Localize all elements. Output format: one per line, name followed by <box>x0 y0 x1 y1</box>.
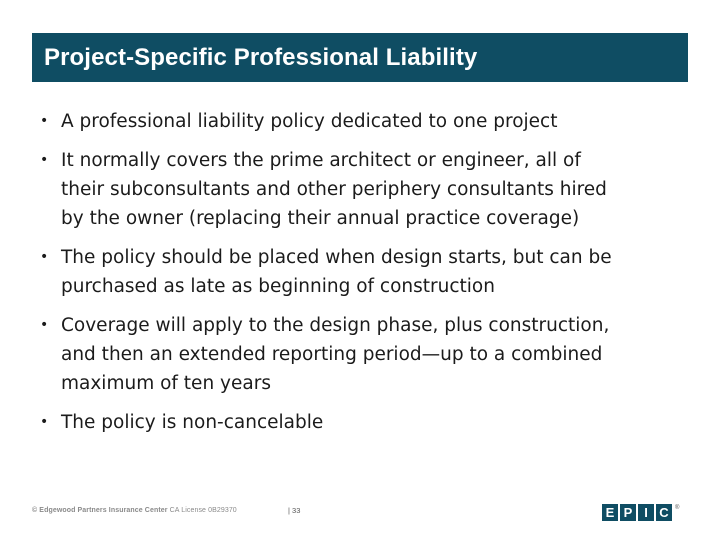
bullet-dot: • <box>40 317 49 333</box>
registered-mark: ® <box>675 505 680 511</box>
logo-letter-p: P <box>620 504 636 521</box>
bullet-line: The policy is non-cancelable <box>61 412 324 433</box>
footer-company: © Edgewood Partners Insurance Center <box>32 507 168 514</box>
bullet-line: Coverage will apply to the design phase, plus construction, <box>61 315 610 336</box>
bullet-item <box>40 243 670 301</box>
bullet-dot: • <box>40 414 49 430</box>
bullet-item <box>40 146 670 233</box>
bullet-dot: • <box>40 152 49 168</box>
bullet-dot: • <box>40 249 49 265</box>
bullet-line: A professional liability policy dedicated to one project <box>61 111 558 132</box>
footer-copyright <box>32 507 237 514</box>
title-bar <box>32 33 688 82</box>
bullet-line: The policy should be placed when design starts, but can be <box>61 247 612 268</box>
bullet-item <box>40 311 670 398</box>
bullet-item <box>40 107 670 136</box>
bullet-item <box>40 408 670 437</box>
bullet-line: purchased as late as beginning of construction <box>61 276 495 297</box>
bullet-line: maximum of ten years <box>61 373 271 394</box>
page-number: | 33 <box>288 506 301 515</box>
bullet-line: by the owner (replacing their annual practice coverage) <box>61 208 580 229</box>
logo-letter-i: I <box>638 504 654 521</box>
logo-letter-c: C <box>656 504 672 521</box>
bullet-dot: • <box>40 113 49 129</box>
slide-title: Project-Specific Professional Liability <box>44 43 478 71</box>
bullet-line: their subconsultants and other periphery consultants hired <box>61 179 607 200</box>
bullet-line: It normally covers the prime architect or engineer, all of <box>61 150 581 171</box>
bullet-list <box>40 107 670 437</box>
logo-letter-e: E <box>602 504 618 521</box>
epic-logo <box>602 504 679 521</box>
footer-license: CA License 0B29370 <box>167 507 237 514</box>
bullet-line: and then an extended reporting period—up to a combined <box>61 344 603 365</box>
